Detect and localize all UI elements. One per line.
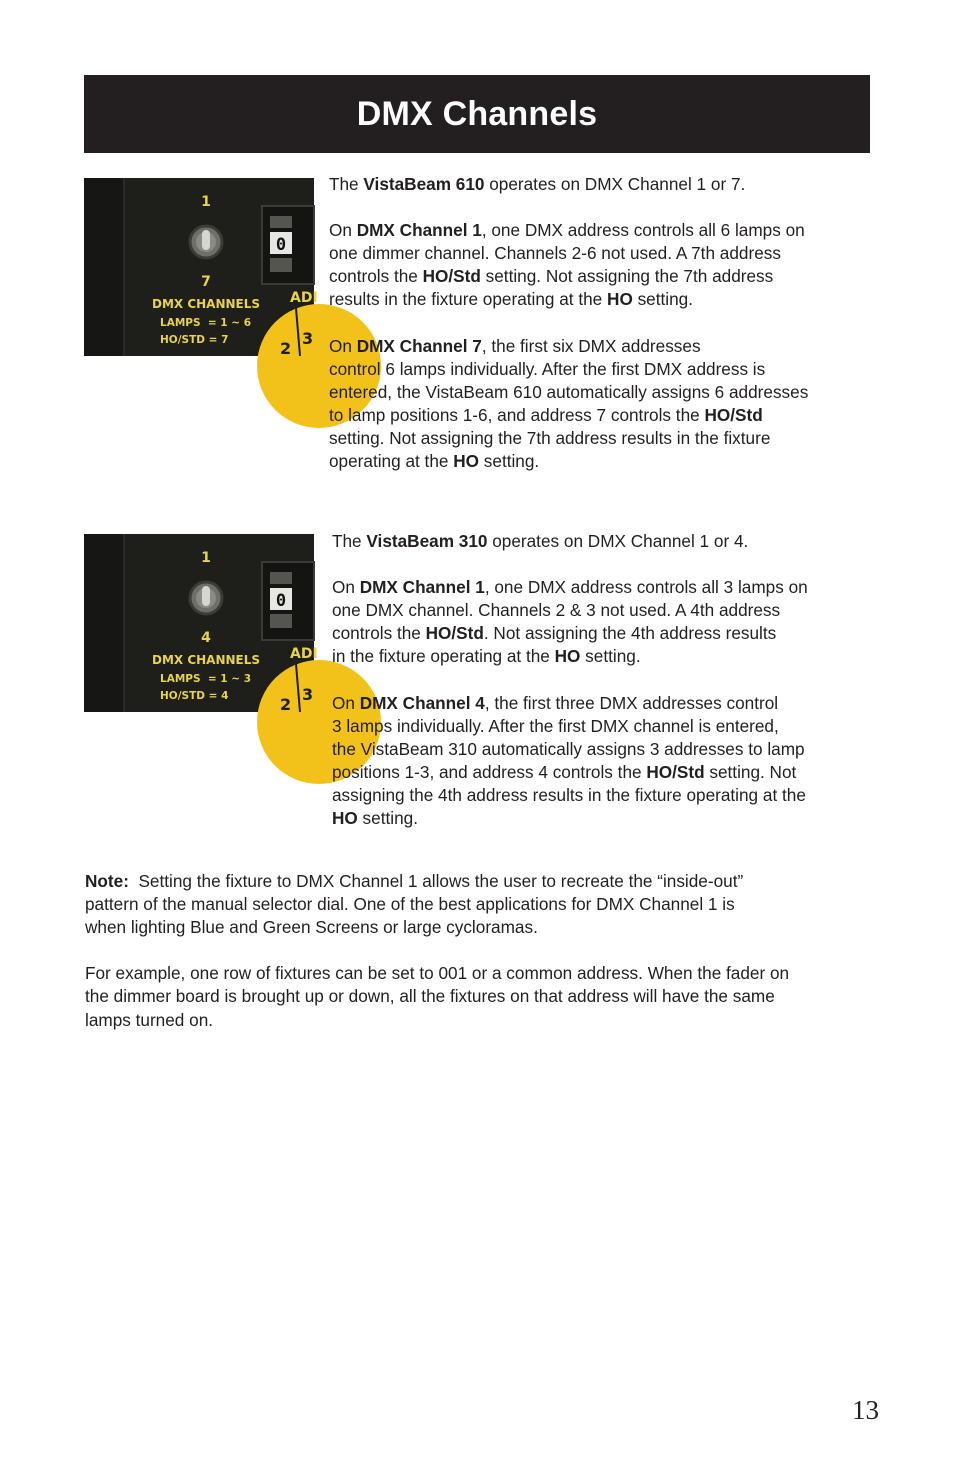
switch-bottom-number: 7 bbox=[201, 274, 211, 290]
bold-term: HO/Std bbox=[646, 761, 705, 782]
page-number: 13 bbox=[852, 1395, 879, 1425]
note-label: Note: bbox=[85, 871, 129, 891]
text-run: setting. bbox=[632, 289, 694, 310]
note-section bbox=[85, 870, 925, 1032]
bold-term: DMX Channel 7 bbox=[356, 335, 482, 356]
text-run: On bbox=[332, 577, 360, 598]
text-run: results in the fixture operating at the bbox=[329, 289, 608, 310]
text-run: operating at the bbox=[329, 451, 454, 472]
address-digit: 0 bbox=[275, 591, 287, 611]
bold-term: DMX Channel 4 bbox=[359, 692, 485, 713]
bold-term: DMX Channel 1 bbox=[356, 220, 482, 241]
note-paragraph bbox=[85, 870, 925, 939]
text-run: to lamp positions 1-6, and address 7 controls the bbox=[329, 404, 705, 425]
vistabeam-310-description bbox=[332, 530, 892, 830]
text-run: On bbox=[329, 335, 357, 356]
switch-top-number: 1 bbox=[201, 550, 211, 566]
text-run: On bbox=[329, 220, 357, 241]
paragraph bbox=[332, 576, 892, 668]
text-run: setting. Not bbox=[704, 761, 797, 782]
dial-number-3: 3 bbox=[302, 685, 314, 704]
address-label-cut: ADI bbox=[290, 646, 318, 662]
bold-term: DMX Channel 1 bbox=[359, 577, 485, 598]
switch-top-number: 1 bbox=[201, 194, 211, 210]
address-digit: 0 bbox=[275, 235, 287, 255]
switch-bottom-number: 4 bbox=[201, 630, 211, 646]
dial-number-3: 3 bbox=[302, 329, 314, 348]
bold-term: HO/Std bbox=[704, 404, 763, 425]
example-paragraph bbox=[85, 962, 925, 1031]
lamps-range-label: LAMPS = 1 ~ 3 bbox=[160, 673, 252, 685]
text-run: , the first three DMX addresses control bbox=[484, 692, 779, 713]
text-run: one dimmer channel. Channels 2-6 not used. A 7th address bbox=[329, 243, 781, 264]
bold-term: HO/Std bbox=[422, 266, 481, 287]
bold-term: HO/Std bbox=[425, 623, 484, 644]
paragraph bbox=[329, 219, 889, 311]
hostd-label: HO/STD = 7 bbox=[160, 334, 229, 346]
dmx-switch-photo-310 bbox=[84, 534, 318, 714]
text-run: the VistaBeam 310 automatically assigns 3 addresses to lamp bbox=[332, 738, 805, 759]
address-label-cut: ADI bbox=[290, 290, 318, 306]
vistabeam-610-description bbox=[329, 173, 889, 473]
text-run: , one DMX address controls all 6 lamps on bbox=[481, 220, 805, 241]
product-name: VistaBeam 610 bbox=[363, 174, 485, 194]
dial-number-2: 2 bbox=[280, 339, 292, 358]
bold-term: HO bbox=[607, 289, 633, 310]
bold-term: HO bbox=[554, 646, 581, 667]
text-run: lamps turned on. bbox=[85, 1009, 214, 1030]
text-run: setting. bbox=[479, 451, 540, 472]
text-run: 3 lamps individually. After the first DMX channel is entered, bbox=[332, 715, 779, 736]
paragraph bbox=[329, 173, 889, 196]
text-run: pattern of the manual selector dial. One of the best applications for DMX Channel 1 is bbox=[85, 894, 735, 915]
text-run: control 6 lamps individually. After the first DMX address is bbox=[329, 358, 766, 379]
paragraph bbox=[329, 335, 889, 474]
dmx-channels-label: DMX CHANNELS bbox=[152, 653, 261, 667]
dial-number-2: 2 bbox=[280, 695, 292, 714]
bold-term: HO bbox=[332, 808, 358, 829]
text-run: , one DMX address controls all 3 lamps on bbox=[484, 577, 808, 598]
text-run: setting. bbox=[580, 646, 641, 667]
text-run: when lighting Blue and Green Screens or large cycloramas. bbox=[85, 917, 538, 938]
product-name: VistaBeam 310 bbox=[366, 531, 488, 551]
text-run: entered, the VistaBeam 610 automatically assigns 6 addresses bbox=[329, 381, 809, 402]
text-run: The bbox=[329, 174, 364, 194]
page-title: DMX Channels bbox=[356, 94, 598, 133]
text-run: Setting the fixture to DMX Channel 1 allows the user to recreate the “inside-out” bbox=[128, 871, 744, 891]
text-run: , the first six DMX addresses bbox=[481, 335, 701, 356]
text-run: in the fixture operating at the bbox=[332, 646, 555, 667]
bold-term: HO bbox=[453, 451, 480, 472]
text-run: assigning the 4th address results in the fixture operating at the bbox=[332, 785, 806, 806]
text-run: operates on DMX Channel 1 or 4. bbox=[487, 531, 749, 551]
text-run: controls the bbox=[332, 623, 426, 644]
hostd-label: HO/STD = 4 bbox=[160, 690, 229, 702]
lamps-range-label: LAMPS = 1 ~ 6 bbox=[160, 317, 252, 329]
text-run: the dimmer board is brought up or down, all the fixtures on that address will have the same bbox=[85, 986, 775, 1007]
paragraph bbox=[332, 530, 892, 553]
text-run: For example, one row of fixtures can be set to 001 or a common address. When the fader on bbox=[85, 963, 790, 984]
section-header-bar bbox=[84, 75, 870, 153]
text-run: controls the bbox=[329, 266, 423, 287]
text-run: setting. bbox=[357, 808, 418, 829]
text-run: one DMX channel. Channels 2 & 3 not used. A 4th address bbox=[332, 600, 781, 621]
text-run: On bbox=[332, 692, 360, 713]
text-run: . Not assigning the 4th address results bbox=[483, 623, 777, 644]
text-run: operates on DMX Channel 1 or 7. bbox=[484, 174, 746, 194]
text-run: setting. Not assigning the 7th address results in the fixture bbox=[329, 428, 771, 449]
paragraph bbox=[332, 692, 892, 831]
text-run: setting. Not assigning the 7th address bbox=[480, 266, 774, 287]
text-run: positions 1-3, and address 4 controls the bbox=[332, 761, 647, 782]
dmx-switch-photo-610 bbox=[84, 178, 318, 358]
dmx-channels-label: DMX CHANNELS bbox=[152, 297, 261, 311]
text-run: The bbox=[332, 531, 367, 551]
